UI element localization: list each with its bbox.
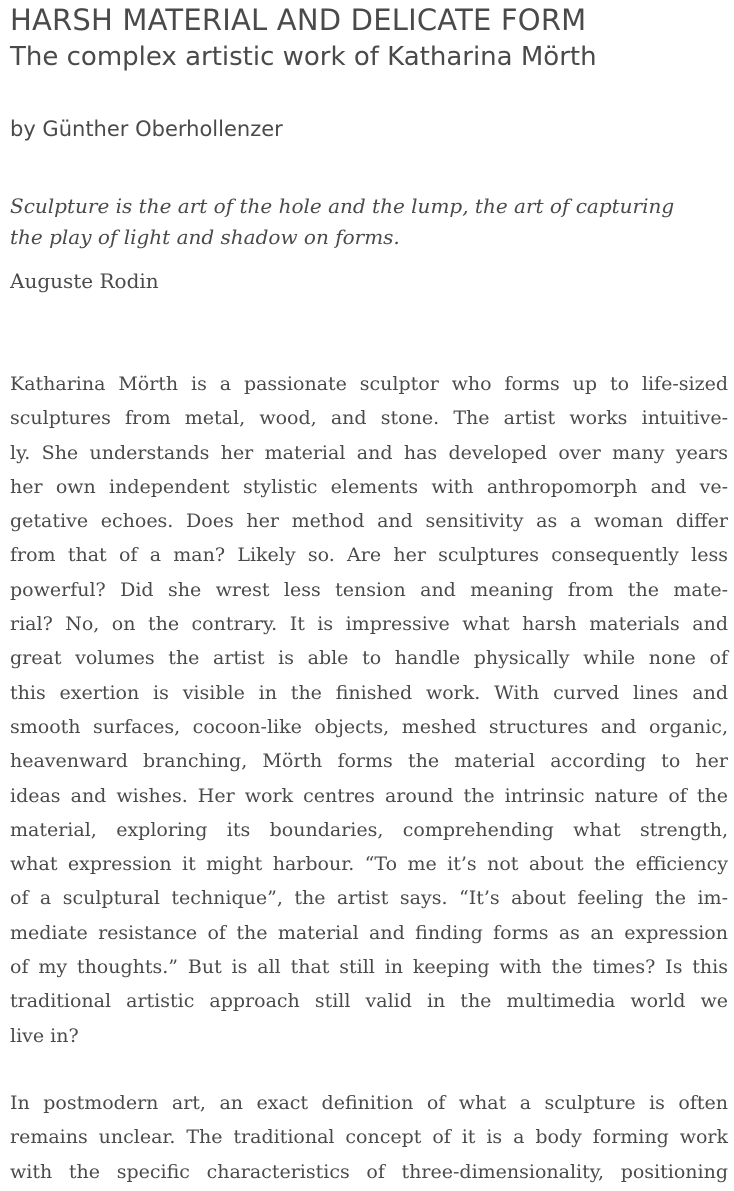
body-paragraph-1 (10, 367, 728, 1053)
paragraph-line: heavenward branching, Mörth forms the material according to her (10, 750, 728, 773)
paragraph-line: what expression it might harbour. “To me it’s not about the efficiency (10, 853, 728, 876)
paragraph-line: with the specific characteristics of three-dimensionality, positioning (10, 1160, 728, 1183)
paragraph-line: traditional artistic approach still valid in the multimedia world we (10, 990, 728, 1013)
paragraph-line: her own independent stylistic elements with anthropomorph and ve- (10, 475, 728, 498)
epigraph-quote (10, 191, 675, 253)
paragraph-line: powerful? Did she wrest less tension and meaning from the mate- (10, 578, 728, 601)
quote-line: Sculpture is the art of the hole and the lump, the art of capturing (10, 194, 675, 218)
article-title: HARSH MATERIAL AND DELICATE FORM (10, 3, 587, 37)
article-subtitle: The complex artistic work of Katharina Mörth (10, 42, 597, 72)
paragraph-line: rial? No, on the contrary. It is impressive what harsh materials and (10, 613, 728, 636)
paragraph-line: from that of a man? Likely so. Are her sculptures consequently less (10, 544, 728, 567)
paragraph-line: ly. She understands her material and has developed over many years (10, 441, 728, 464)
paragraph-line: live in? (10, 1024, 79, 1047)
paragraph-line: getative echoes. Does her method and sensitivity as a woman differ (10, 510, 728, 533)
paragraph-line: mediate resistance of the material and finding forms as an expression (10, 921, 728, 944)
paragraph-line: Katharina Mörth is a passionate sculptor who forms up to life-sized (10, 373, 728, 395)
body-paragraph-2 (10, 1086, 728, 1189)
paragraph-line: remains unclear. The traditional concept of it is a body forming work (10, 1126, 728, 1149)
paragraph-line: ideas and wishes. Her work centres around the intrinsic nature of the (10, 784, 728, 807)
paragraph-line: great volumes the artist is able to handle physically while none of (10, 647, 728, 670)
paragraph-line: material, exploring its boundaries, comprehending what strength, (10, 818, 728, 841)
paragraph-line: In postmodern art, an exact definition of what a sculpture is often (10, 1092, 728, 1114)
paragraph-line: this exertion is visible in the finished work. With curved lines and (10, 681, 728, 704)
article-byline: by Günther Oberhollenzer (10, 117, 283, 141)
quote-author: Auguste Rodin (10, 269, 159, 293)
quote-line: the play of light and shadow on forms. (10, 225, 400, 249)
paragraph-line: smooth surfaces, cocoon-like objects, meshed structures and organic, (10, 715, 728, 738)
paragraph-line: of my thoughts.” But is all that still in keeping with the times? Is this (10, 956, 728, 979)
paragraph-line: sculptures from metal, wood, and stone. The artist works intuitive- (10, 407, 728, 430)
paragraph-line: of a sculptural technique”, the artist says. “It’s about feeling the im- (10, 887, 728, 910)
